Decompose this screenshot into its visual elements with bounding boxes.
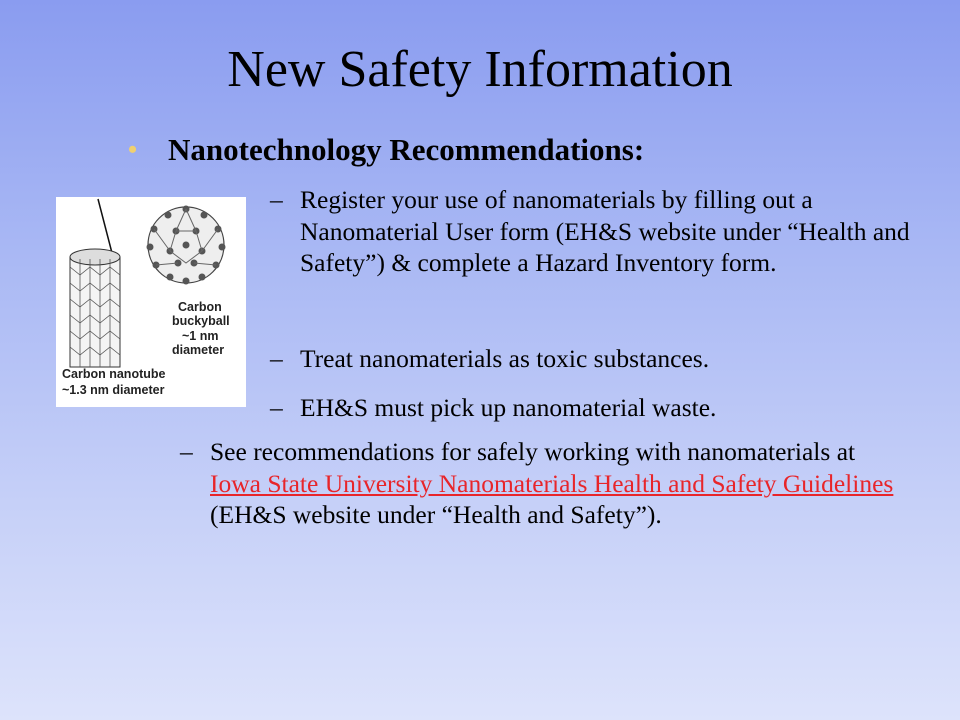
dash-marker: – [270, 185, 283, 214]
dash-marker: – [180, 437, 193, 466]
nanotube-label-2: ~1.3 nm diameter [62, 383, 165, 397]
buckyball-label-1: Carbon [178, 300, 222, 314]
buckyball-label-3: ~1 nm [182, 329, 219, 343]
sub-item-waste [270, 392, 930, 424]
nanotube-label-1: Carbon nanotube [62, 367, 166, 381]
bullet-dot-icon: • [128, 135, 138, 164]
sub-item-text: Register your use of nanomaterials by filling out a Nanomaterial User form (EH&S website under “Health and Safety”) & complete a Hazard Inventory form. [300, 185, 910, 277]
main-bullet [130, 130, 644, 170]
see-text-after: (EH&S website under “Health and Safety”). [210, 500, 662, 529]
nanomaterial-illustration [56, 197, 246, 407]
dash-marker: – [270, 344, 283, 373]
dash-marker: – [270, 393, 283, 422]
sub-item-text: Treat nanomaterials as toxic substances. [300, 344, 710, 373]
see-text-before: See recommendations for safely working with nanomaterials at [210, 437, 856, 466]
buckyball-drawing [147, 206, 226, 285]
nanotube-drawing [70, 249, 120, 367]
main-bullet-text: Nanotechnology Recommendations: [168, 132, 645, 167]
nanotube-buckyball-image [56, 197, 246, 407]
buckyball-label-4: diameter [172, 343, 225, 357]
buckyball-label-2: buckyball [172, 314, 230, 328]
sub-item-see-recommendations [180, 436, 910, 531]
iowa-state-guidelines-link[interactable]: Iowa State University Nanomaterials Health and Safety Guidelines [210, 468, 894, 498]
see-recommendations-text [210, 436, 910, 531]
sub-item-toxic [270, 343, 930, 375]
sub-item-register [270, 184, 930, 279]
slide-title: New Safety Information [227, 41, 733, 98]
sub-item-text: EH&S must pick up nanomaterial waste. [300, 393, 717, 422]
